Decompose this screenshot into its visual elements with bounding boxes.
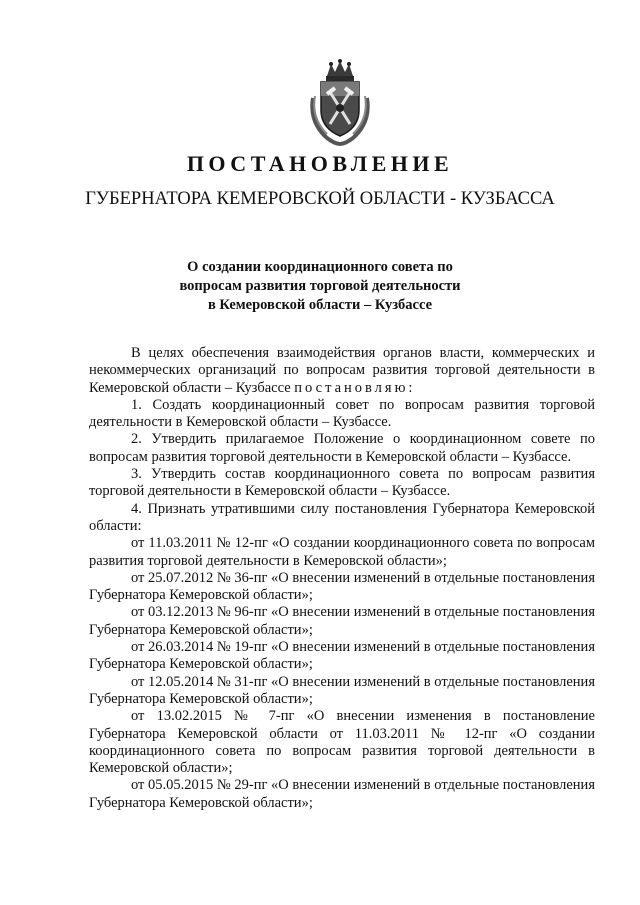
- repealed-item: от 26.03.2014 № 19-пг «О внесении изменений в отдельные постановления Губернатора Кемеровской области»;: [89, 639, 595, 673]
- preamble-text: В целях обеспечения взаимодействия органов власти, коммерческих и некоммерческих организаций по вопросам развития торговой деятельности в Кемеровской области – Кузбассе: [89, 345, 595, 396]
- repealed-item: от 25.07.2012 № 36-пг «О внесении изменений в отдельные постановления Губернатора Кемеровской области»;: [89, 569, 595, 604]
- coat-of-arms-icon: [305, 58, 375, 146]
- heading-line: О создании координационного совета по: [187, 259, 453, 275]
- decree-body: [89, 345, 595, 812]
- paragraph-4: 4. Признать утратившими силу постановления Губернатора Кемеровской области:: [89, 500, 595, 534]
- repealed-item: от 13.02.2015 № 7-пг «О внесении изменения в постановление Губернатора Кемеровской области от 11.03.2011 № 12-пг «О создании координационного совета по вопросам развития торговой деятельности в Кемеровской области»;: [89, 708, 595, 777]
- paragraph-3: 3. Утвердить состав координационного совета по вопросам развития торговой деятельности в Кемеровской области – Кузбассе.: [89, 466, 595, 500]
- decree-heading: [150, 258, 490, 315]
- document-subtitle: ГУБЕРНАТОРА КЕМЕРОВСКОЙ ОБЛАСТИ - КУЗБАССА: [85, 189, 555, 209]
- heading-line: в Кемеровской области – Кузбассе: [207, 297, 433, 313]
- heading-line: вопросам развития торговой деятельности: [179, 278, 461, 294]
- paragraph-2: 2. Утвердить прилагаемое Положение о координационном совете по вопросам развития торговой деятельности в Кемеровской области – Кузбассе.: [89, 431, 595, 465]
- paragraph-1: 1. Создать координационный совет по вопросам развития торговой деятельности в Кемеровской области – Кузбассе.: [89, 396, 595, 431]
- preamble-paragraph: [89, 345, 595, 397]
- repealed-item: от 12.05.2014 № 31-пг «О внесении изменений в отдельные постановления Губернатора Кемеровской области»;: [89, 673, 595, 707]
- document-title: ПОСТАНОВЛЕНИЕ: [186, 151, 454, 176]
- repealed-item: от 11.03.2011 № 12-пг «О создании координационного совета по вопросам развития торговой деятельности в Кемеровской области»;: [89, 535, 595, 569]
- decree-word: постановляю:: [294, 379, 416, 396]
- repealed-item: от 05.05.2015 № 29-пг «О внесении изменений в отдельные постановления Губернатора Кемеровской области»;: [89, 777, 595, 811]
- repealed-item: от 03.12.2013 № 96-пг «О внесении изменений в отдельные постановления Губернатора Кемеровской области»;: [89, 604, 595, 638]
